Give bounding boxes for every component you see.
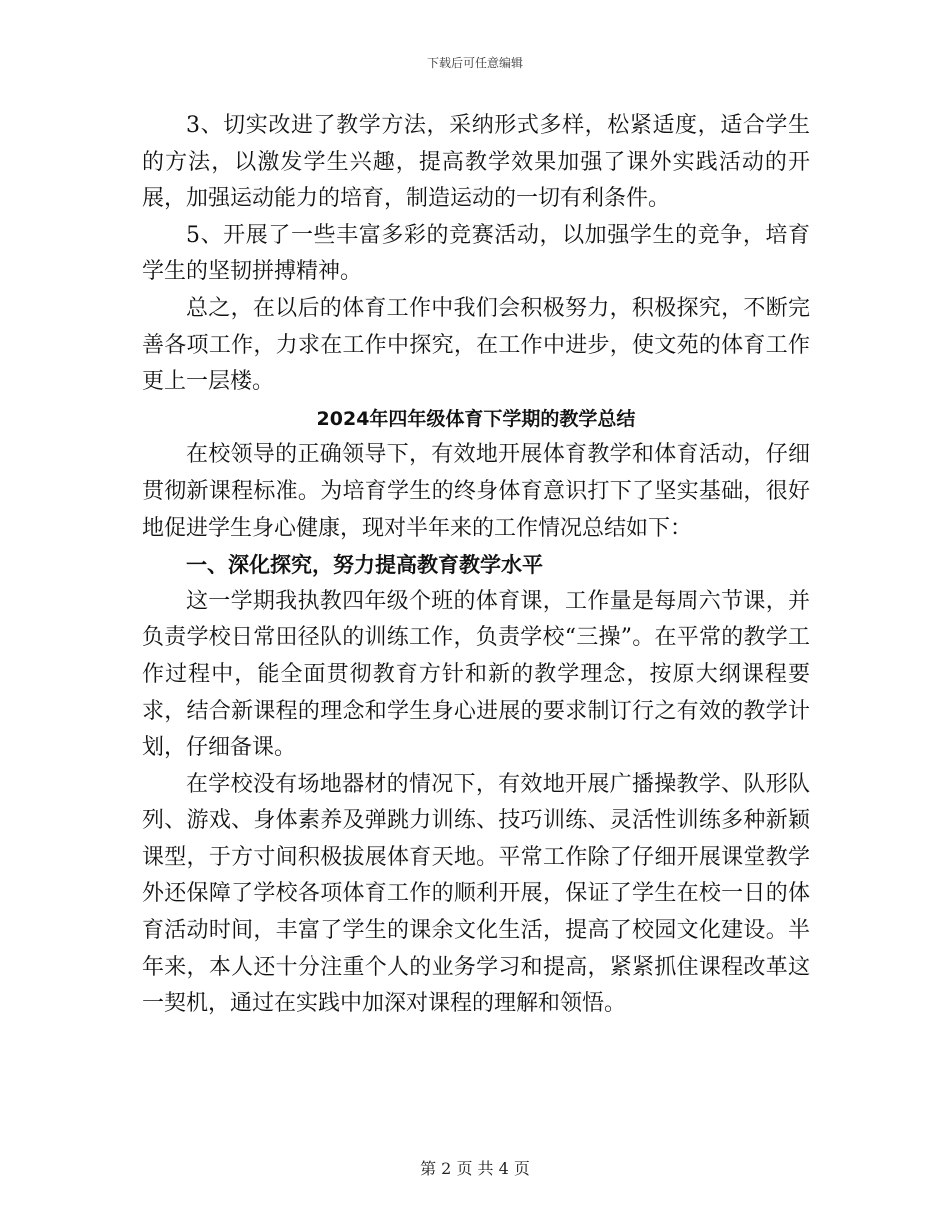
header-note: 下载后可任意编辑: [426, 56, 523, 70]
paragraph-4: 在校领导的正确领导下，有效地开展体育教学和体育活动，仔细贯彻新课程标准。为培育学生的终身体育意识打下了坚实基础，很好地促进学生身心健康，现对半年来的工作情况总结如下：: [142, 442, 810, 541]
section-title: 2024年四年级体育下学期的教学总结: [316, 407, 636, 430]
paragraph-5: 这一学期我执教四年级个班的体育课，工作量是每周六节课，并负责学校日常田径队的训练工作，负责学校“三操”。在平常的教学工作过程中，能全面贯彻教育方针和新的教学理念，按原大纲课程要求，结合新课程的理念和学生身心进展的要求制订行之有效的教学计划，仔细备课。: [142, 588, 810, 761]
paragraph-3: 总之，在以后的体育工作中我们会积极努力，积极探究，不断完善各项工作，力求在工作中探究，在工作中进步，使文苑的体育工作更上一层楼。: [142, 295, 810, 395]
page-number: 第 2 页 共 4 页: [420, 1159, 530, 1178]
paragraph-6: 在学校没有场地器材的情况下，有效地开展广播操教学、队形队列、游戏、身体素养及弹跳力训练、技巧训练、灵活性训练多种新颖课型，于方寸间积极拔展体育天地。平常工作除了仔细开展课堂教学外还保障了学校各项体育工作的顺利开展，保证了学生在校一日的体育活动时间，丰富了学生的课余文化生活，提高了校园文化建设。半年来，本人还十分注重个人的业务学习和提高，紧紧抓住课程改革这一契机，通过在实践中加深对课程的理解和领悟。: [142, 771, 810, 1017]
paragraph-2: 5、开展了一些丰富多彩的竞赛活动，以加强学生的竞争，培育学生的坚韧拼搏精神。: [142, 222, 810, 285]
heading-1: 一、深化探究，努力提高教育教学水平: [186, 553, 543, 578]
document-body: [142, 108, 810, 1023]
paragraph-1: 3、切实改进了教学方法，采纳形式多样，松紧适度，适合学生的方法，以激发学生兴趣，提高教学效果加强了课外实践活动的开展，加强运动能力的培育，制造运动的一切有利条件。: [142, 113, 810, 212]
